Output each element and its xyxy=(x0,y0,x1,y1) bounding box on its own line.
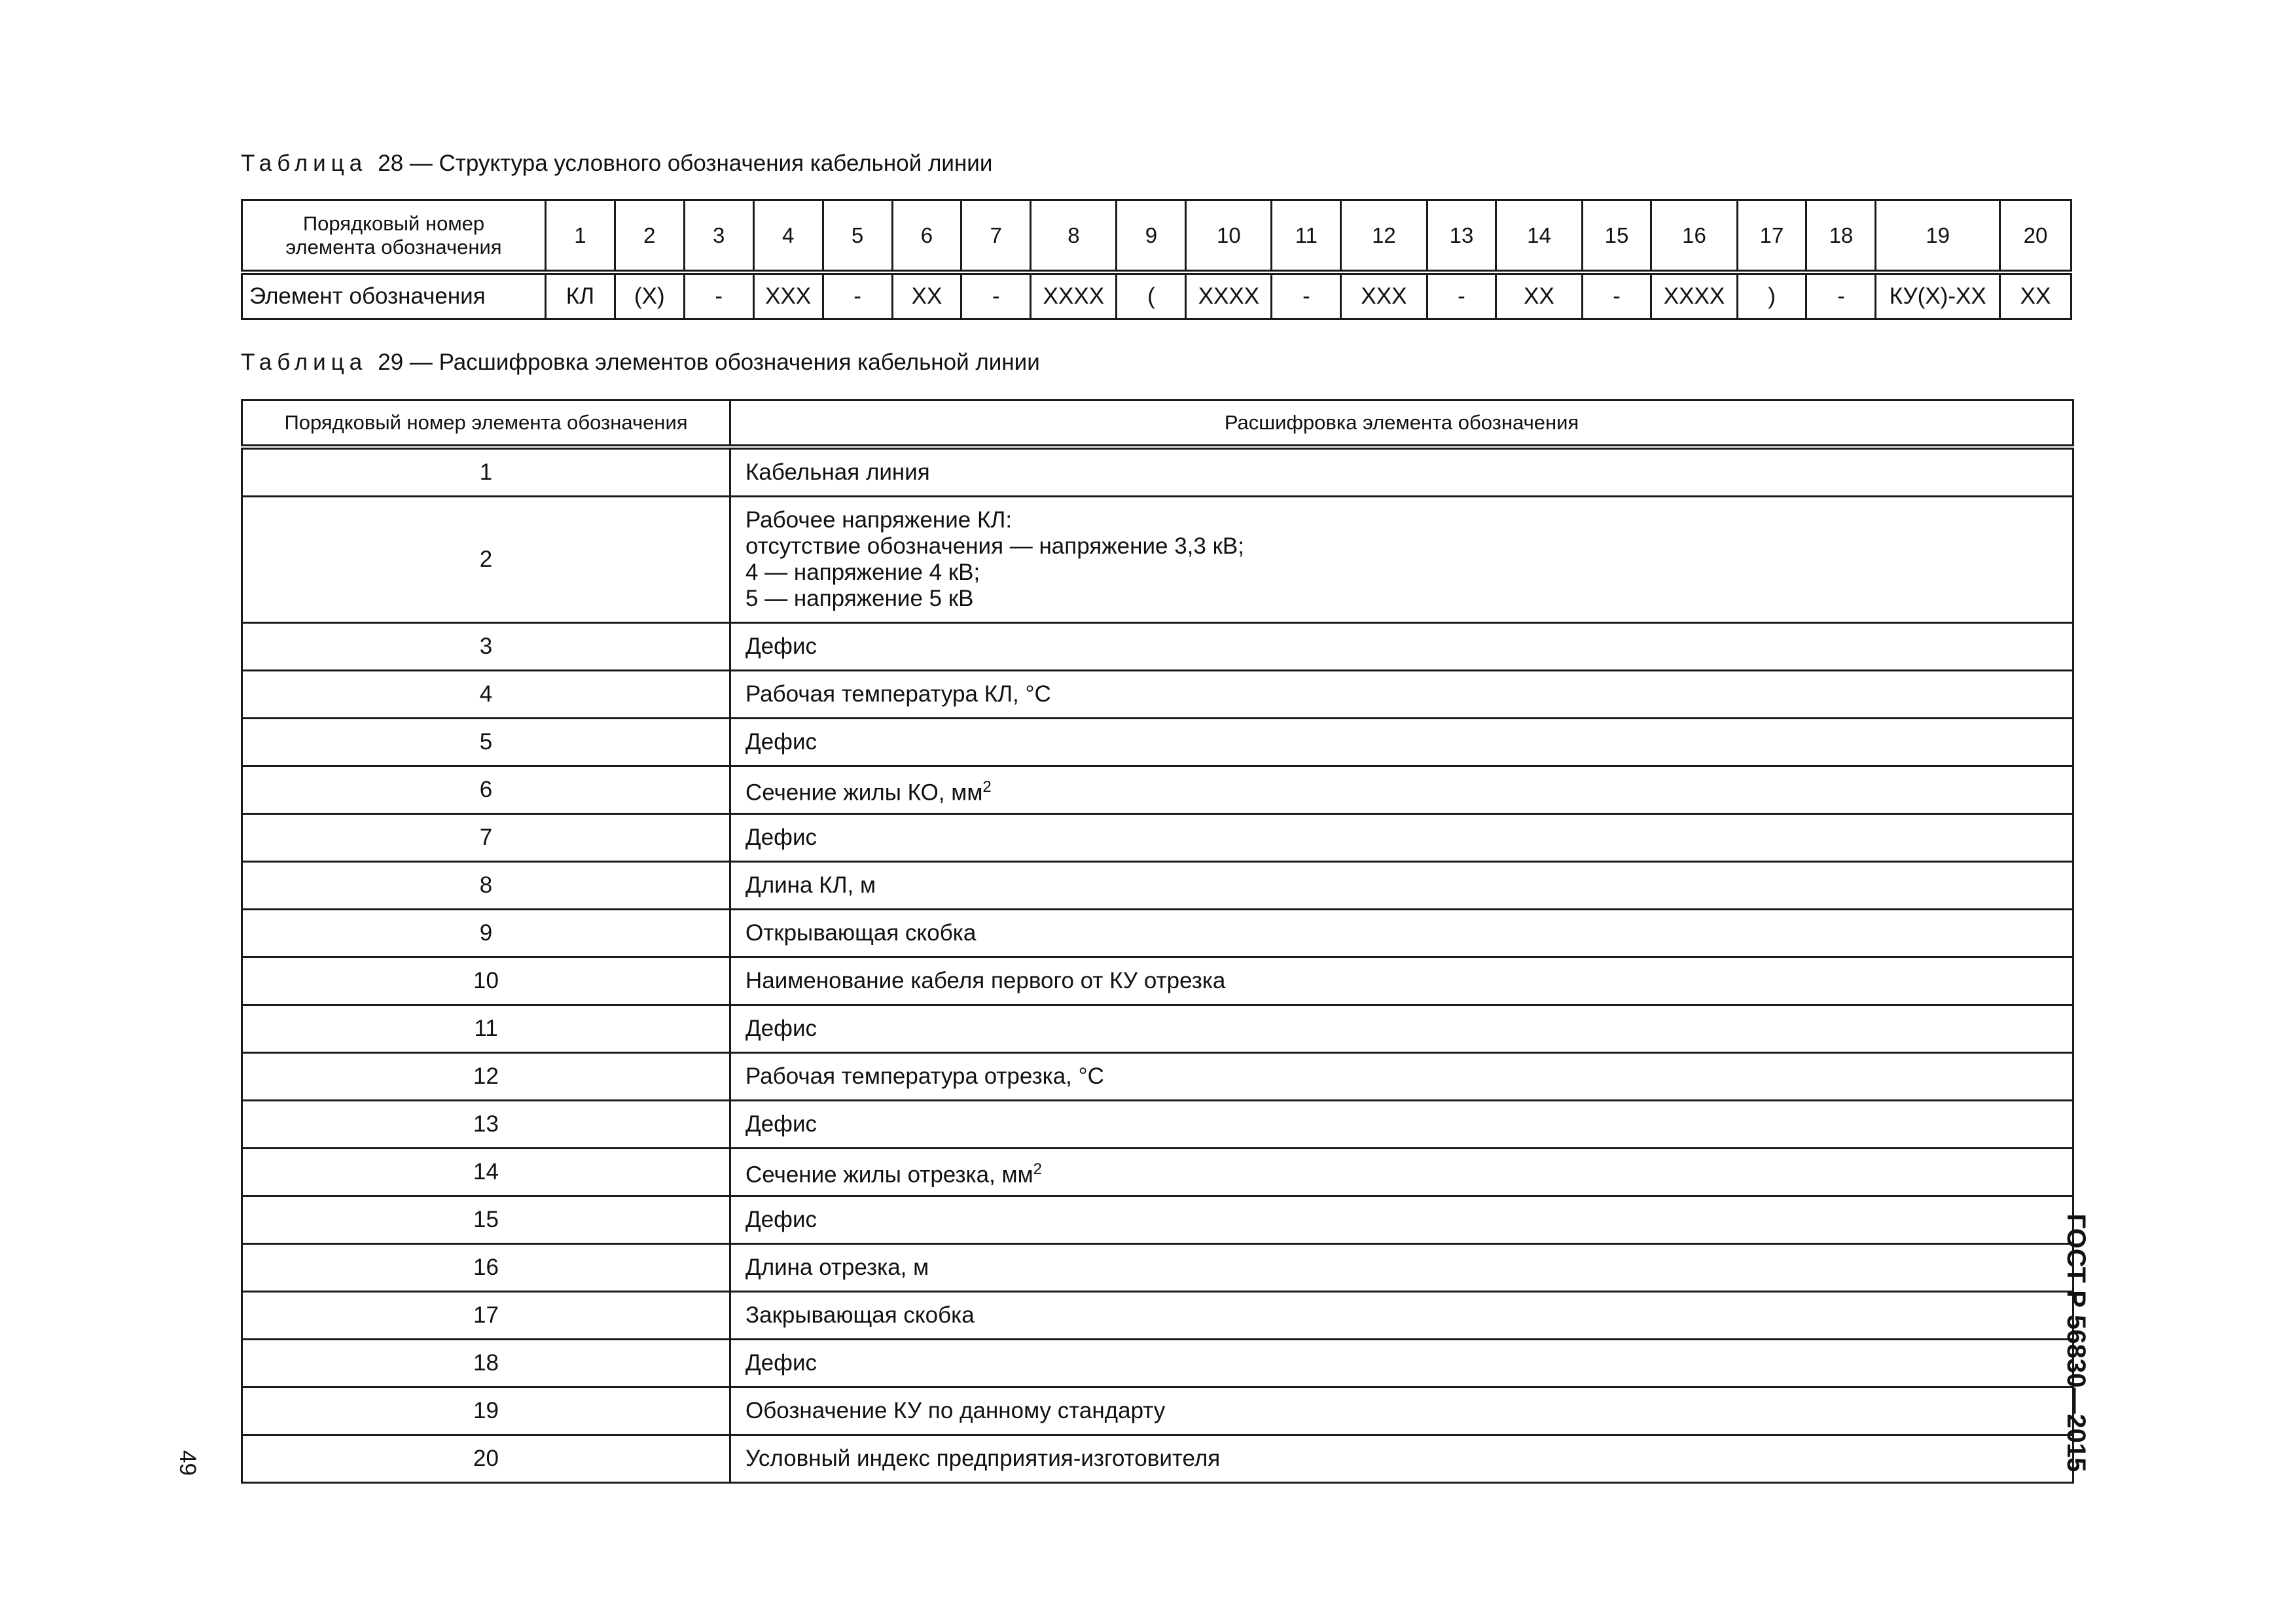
description-line: Дефис xyxy=(745,1350,817,1376)
element-code-cell: - xyxy=(684,272,753,319)
table-row xyxy=(242,1292,2073,1340)
table-row xyxy=(242,1149,2073,1196)
element-number-cell: 17 xyxy=(1737,200,1806,273)
table-28-caption-title: 28 — Структура условного обозначения кабельной линии xyxy=(378,151,993,176)
element-number: 2 xyxy=(242,497,730,623)
element-description xyxy=(730,1292,2073,1340)
element-number: 7 xyxy=(242,814,730,862)
element-number-cell: 2 xyxy=(615,200,684,273)
table-row xyxy=(242,1244,2073,1292)
element-number: 17 xyxy=(242,1292,730,1340)
description-line: Условный индекс предприятия-изготовителя xyxy=(745,1446,1221,1471)
element-code-cell: - xyxy=(1272,272,1341,319)
table-28 xyxy=(241,199,2072,320)
element-code-cell: XX xyxy=(1496,272,1582,319)
element-code-cell: ( xyxy=(1117,272,1186,319)
row-label-number-line1: Порядковый номер xyxy=(302,211,485,235)
table-row xyxy=(242,910,2073,957)
description-line: Рабочая температура отрезка, °С xyxy=(745,1063,1104,1089)
element-number: 14 xyxy=(242,1149,730,1196)
element-number-cell: 6 xyxy=(892,200,961,273)
description-line: Дефис xyxy=(745,825,817,850)
header-element-number: Порядковый номер элемента обозначения xyxy=(242,401,730,448)
table-29-caption-lead: Таблица xyxy=(241,349,368,375)
element-description xyxy=(730,1101,2073,1149)
element-code-cell: XX xyxy=(892,272,961,319)
description-line: Дефис xyxy=(745,1207,817,1232)
element-number: 6 xyxy=(242,766,730,814)
description-text: Сечение жилы отрезка, мм xyxy=(745,1162,1033,1188)
header-element-description: Расшифровка элемента обозначения xyxy=(730,401,2073,448)
element-number: 15 xyxy=(242,1196,730,1244)
element-number: 3 xyxy=(242,623,730,671)
element-code-cell: XXX xyxy=(753,272,823,319)
table-row xyxy=(242,1053,2073,1101)
description-line: Длина КЛ, м xyxy=(745,872,876,898)
element-code-cell: КУ(X)-XX xyxy=(1876,272,2000,319)
table-29-caption-title: 29 — Расшифровка элементов обозначения кабельной линии xyxy=(378,349,1040,375)
element-number: 13 xyxy=(242,1101,730,1149)
element-number: 5 xyxy=(242,719,730,766)
element-number: 10 xyxy=(242,957,730,1005)
element-description xyxy=(730,1435,2073,1483)
element-code-cell: ) xyxy=(1737,272,1806,319)
description-line: 5 — напряжение 5 кВ xyxy=(745,586,974,611)
element-number-cell: 1 xyxy=(545,200,615,273)
element-code-cell: - xyxy=(1582,272,1651,319)
element-number: 1 xyxy=(242,447,730,497)
element-number-cell: 18 xyxy=(1806,200,1876,273)
table-row xyxy=(242,1435,2073,1483)
element-number-cell: 19 xyxy=(1876,200,2000,273)
element-description xyxy=(730,623,2073,671)
element-code-cell: XXXX xyxy=(1651,272,1737,319)
row-label-number-line2: элемента обозначения xyxy=(285,235,502,259)
table-29 xyxy=(241,399,2074,1484)
element-number-cell: 5 xyxy=(823,200,892,273)
element-number-cell: 15 xyxy=(1582,200,1651,273)
element-code-cell: - xyxy=(823,272,892,319)
table-row xyxy=(242,1340,2073,1387)
table-28-number-row xyxy=(242,200,2072,273)
table-row xyxy=(242,1101,2073,1149)
element-number-cell: 11 xyxy=(1272,200,1341,273)
element-number-cell: 9 xyxy=(1117,200,1186,273)
table-row xyxy=(242,1196,2073,1244)
element-description xyxy=(730,1340,2073,1387)
standard-code: ГОСТ Р 56830—2015 xyxy=(2062,1213,2090,1472)
table-row xyxy=(242,447,2073,497)
element-number-cell: 7 xyxy=(961,200,1031,273)
element-code-cell: - xyxy=(1427,272,1496,319)
element-description xyxy=(730,1244,2073,1292)
element-description xyxy=(730,766,2073,814)
description-line: Дефис xyxy=(745,729,817,755)
superscript: 2 xyxy=(982,777,992,796)
row-label-number xyxy=(242,200,546,273)
element-number-cell: 10 xyxy=(1186,200,1272,273)
element-number: 20 xyxy=(242,1435,730,1483)
description-line: Дефис xyxy=(745,1111,817,1137)
table-29-header-row xyxy=(242,401,2073,448)
row-label-element: Элемент обозначения xyxy=(242,272,546,319)
description-text: Сечение жилы КО, мм xyxy=(745,779,983,806)
element-number: 16 xyxy=(242,1244,730,1292)
description-line: Рабочая температура КЛ, °С xyxy=(745,681,1051,707)
element-number-cell: 4 xyxy=(753,200,823,273)
description-line: Кабельная линия xyxy=(745,459,930,485)
table-row xyxy=(242,814,2073,862)
description-line: Обозначение КУ по данному стандарту xyxy=(745,1398,1166,1423)
element-description xyxy=(730,1387,2073,1435)
element-code-cell: XXXX xyxy=(1186,272,1272,319)
element-description xyxy=(730,910,2073,957)
table-row xyxy=(242,1005,2073,1053)
table-28-caption xyxy=(241,151,992,177)
table-28-caption-lead: Таблица xyxy=(241,151,368,176)
superscript: 2 xyxy=(1033,1160,1043,1178)
element-code-cell: (X) xyxy=(615,272,684,319)
description-line: отсутствие обозначения — напряжение 3,3 кВ; xyxy=(745,533,1244,559)
description-line: Закрывающая скобка xyxy=(745,1302,975,1328)
element-description xyxy=(730,1005,2073,1053)
table-29-caption xyxy=(241,349,1040,376)
element-description xyxy=(730,1196,2073,1244)
table-row xyxy=(242,719,2073,766)
element-number-cell: 13 xyxy=(1427,200,1496,273)
element-number: 12 xyxy=(242,1053,730,1101)
element-number: 8 xyxy=(242,862,730,910)
element-description xyxy=(730,719,2073,766)
page-number: 49 xyxy=(175,1450,200,1476)
table-row xyxy=(242,957,2073,1005)
description-line: Дефис xyxy=(745,633,817,659)
element-number-cell: 8 xyxy=(1031,200,1117,273)
element-code-cell: КЛ xyxy=(545,272,615,319)
element-number-cell: 20 xyxy=(2000,200,2072,273)
description-line: Дефис xyxy=(745,1016,817,1041)
element-description xyxy=(730,497,2073,623)
description-line: Открывающая скобка xyxy=(745,920,977,946)
element-code-cell: XXXX xyxy=(1031,272,1117,319)
element-description xyxy=(730,814,2073,862)
table-row xyxy=(242,766,2073,814)
table-row xyxy=(242,671,2073,719)
description-line: 4 — напряжение 4 кВ; xyxy=(745,560,980,585)
table-row xyxy=(242,862,2073,910)
element-number-cell: 16 xyxy=(1651,200,1737,273)
element-code-cell: - xyxy=(961,272,1031,319)
element-description xyxy=(730,447,2073,497)
description-line: Рабочее напряжение КЛ: xyxy=(745,507,1013,533)
element-description xyxy=(730,862,2073,910)
element-number: 11 xyxy=(242,1005,730,1053)
element-number-cell: 3 xyxy=(684,200,753,273)
description-line: Наименование кабеля первого от КУ отрезка xyxy=(745,968,1226,993)
element-code-cell: XX xyxy=(2000,272,2072,319)
table-row xyxy=(242,1387,2073,1435)
element-description xyxy=(730,1149,2073,1196)
element-description xyxy=(730,1053,2073,1101)
description-line: Длина отрезка, м xyxy=(745,1255,929,1280)
table-row xyxy=(242,497,2073,623)
element-description xyxy=(730,671,2073,719)
element-number: 4 xyxy=(242,671,730,719)
element-number: 18 xyxy=(242,1340,730,1387)
table-row xyxy=(242,623,2073,671)
element-number-cell: 14 xyxy=(1496,200,1582,273)
element-number: 9 xyxy=(242,910,730,957)
element-number: 19 xyxy=(242,1387,730,1435)
element-description xyxy=(730,957,2073,1005)
table-28-element-row xyxy=(242,272,2072,319)
element-code-cell: - xyxy=(1806,272,1876,319)
element-number-cell: 12 xyxy=(1341,200,1427,273)
element-code-cell: XXX xyxy=(1341,272,1427,319)
